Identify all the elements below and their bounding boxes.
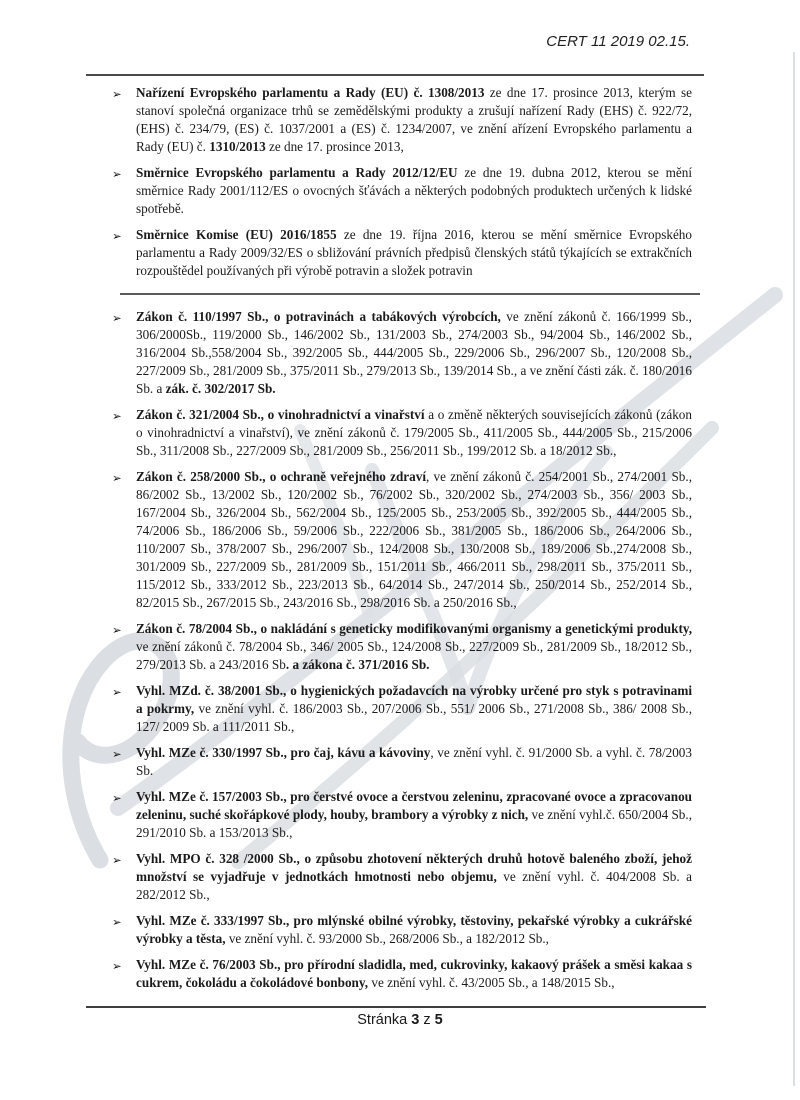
item-text-block — [136, 84, 692, 156]
arrow-bullet-icon: ➢ — [112, 623, 122, 637]
page-number-footer — [0, 1012, 800, 1028]
list-item — [112, 164, 692, 218]
item-bold-text: Směrnice Evropského parlamentu a Rady 2012/12/EU — [136, 165, 458, 180]
arrow-bullet-icon: ➢ — [112, 471, 122, 485]
arrow-bullet-icon: ➢ — [112, 311, 122, 325]
list-item — [112, 468, 692, 612]
list-item — [112, 788, 692, 842]
item-bold-text: Směrnice Komise (EU) 2016/1855 — [136, 227, 337, 242]
list-item — [112, 406, 692, 460]
item-regular-text: , ve znění zákonů č. 254/2001 Sb., 274/2001 Sb., 86/2002 Sb., 13/2002 Sb., 120/2002 Sb., 76/2002 Sb., 320/2002 Sb., 274/2003 Sb., 356/ 2003 Sb., 167/2004 Sb., 326/2004 Sb., 562/2004 Sb., 125/2005 Sb., 253/2005 Sb., 392/2005 Sb., 444/2005 Sb., 74/2006 Sb., 186/2006 Sb., 59/2006 Sb., 222/2006 Sb., 381/2005 Sb., 186/2006 Sb., 264/2006 Sb., 110/2007 Sb., 378/2007 Sb., 296/2007 Sb., 124/2008 Sb., 130/2008 Sb., 189/2006 Sb.,274/2008 Sb., 301/2009 Sb., 227/2009 Sb., 281/2009 Sb., 151/2011 Sb., 466/2011 Sb., 298/2011 Sb., 375/2011 Sb., 115/2012 Sb., 333/2012 Sb., 223/2013 Sb., 64/2014 Sb., 247/2014 Sb., 250/2014 Sb., 252/2014 Sb., 82/2015 Sb., 267/2015 Sb., 243/2016 Sb., 298/2016 Sb. a 250/2016 Sb., — [136, 469, 692, 610]
item-bold-text: Vyhl. MZe č. 333/1997 Sb., pro mlýnské obilné výrobky, těstoviny, pekařské výrobky a cukrářské výrobky a těsta, — [136, 913, 692, 946]
list-item — [112, 682, 692, 736]
item-regular-text: ve znění vyhl. č. 43/2005 Sb., a 148/2015 Sb., — [368, 975, 615, 990]
item-regular-text: ve znění vyhl. č. 93/2000 Sb., 268/2006 Sb., a 182/2012 Sb., — [225, 931, 549, 946]
item-bold-text: Zákon č. 78/2004 Sb., o nakládání s geneticky modifikovanými organismy a genetickými produkty, — [136, 621, 692, 636]
item-bold-text: . a zákona č. 371/2016 Sb. — [285, 657, 430, 672]
list-item — [112, 956, 692, 992]
arrow-bullet-icon: ➢ — [112, 167, 122, 181]
header-rule — [86, 74, 704, 76]
list-item — [112, 308, 692, 398]
item-bold-text: Zákon č. 258/2000 Sb., o ochraně veřejného zdraví — [136, 469, 426, 484]
arrow-bullet-icon: ➢ — [112, 409, 122, 423]
item-text-block — [136, 164, 692, 218]
section-divider — [120, 293, 700, 295]
footer-page-number: 3 — [411, 1012, 420, 1028]
item-regular-text: ve znění vyhl.č. 650/2004 Sb., 291/2010 Sb. a 153/2013 Sb., — [136, 807, 692, 840]
arrow-bullet-icon: ➢ — [112, 915, 122, 929]
item-bold-text: Zákon č. 110/1997 Sb., o potravinách a tabákových výrobcích, — [136, 309, 501, 324]
item-bold-text: Vyhl. MZe č. 76/2003 Sb., pro přírodní sladidla, med, cukrovinky, kakaový prášek a směsi kakaa s cukrem, čokoládu a čokoládové bonbony, — [136, 957, 692, 990]
item-text-block — [136, 406, 692, 460]
arrow-bullet-icon: ➢ — [112, 959, 122, 973]
item-regular-text: a o změně některých souvisejících zákonů (zákon o vinohradnictví a vinařství), ve znění zákonů č. 179/2005 Sb., 411/2005 Sb., 444/2005 Sb., 215/2006 Sb., 311/2008 Sb., 227/2009 Sb., 281/2009 Sb., 256/2011 Sb., 199/2012 Sb. a 18/2012 Sb., — [136, 407, 692, 458]
item-regular-text: ze dne 19. dubna 2012, kterou se mění směrnice Rady 2001/112/ES o ovocných šťávách a některých podobných produktech určených k lidské spotřebě. — [136, 165, 692, 216]
item-bold-text: Vyhl. MPO č. 328 /2000 Sb., o způsobu zhotovení některých druhů hotově baleného zboží, jehož množství se vyjadřuje v jednotkách hmotnosti nebo objemu, — [136, 851, 692, 884]
item-regular-text: ve znění vyhl. č. 186/2003 Sb., 207/2006 Sb., 551/ 2006 Sb., 271/2008 Sb., 386/ 2008 Sb., 127/ 2009 Sb. a 111/2011 Sb., — [136, 701, 692, 734]
item-text-block — [136, 468, 692, 612]
list-item — [112, 744, 692, 780]
arrow-bullet-icon: ➢ — [112, 853, 122, 867]
list-item — [112, 84, 692, 156]
arrow-bullet-icon: ➢ — [112, 87, 122, 101]
item-regular-text: ve znění zákonů č. 166/1999 Sb., 306/2000Sb., 119/2000 Sb., 146/2002 Sb., 131/2003 Sb., 274/2003 Sb., 94/2004 Sb., 146/2002 Sb., 316/2004 Sb.,558/2004 Sb., 392/2005 Sb., 444/2005 Sb., 229/2006 Sb., 296/2007 Sb., 120/2008 Sb., 227/2009 Sb., 281/2009 Sb., 375/2011 Sb., 279/2013 Sb., 139/2014 Sb., a ve znění části zák. č. 180/2016 Sb. a — [136, 309, 692, 396]
item-text-block — [136, 682, 692, 736]
item-text-block — [136, 912, 692, 948]
item-bold-text: Vyhl. MZe č. 157/2003 Sb., pro čerstvé ovoce a čerstvou zeleninu, zpracované ovoce a zpracovanou zeleninu, suché skořápkové plody, houby, brambory a výrobky z nich, — [136, 789, 692, 822]
arrow-bullet-icon: ➢ — [112, 791, 122, 805]
list-item — [112, 912, 692, 948]
item-regular-text: ze dne 17. prosince 2013, — [265, 139, 404, 154]
item-text-block — [136, 744, 692, 780]
item-text-block — [136, 620, 692, 674]
item-regular-text: ze dne 17. prosince 2013, kterým se stanoví společná organizace trhů se zemědělskými produkty a zrušují nařízení Rady (EHS) č. 922/72, (EHS) č. 234/79, (ES) č. 1037/2001 a (ES) č. 1234/2007, ve znění ařízení Evropského parlamentu a Rady (EU) č. — [136, 85, 692, 154]
item-regular-text: ve znění zákonů č. 78/2004 Sb., 346/ 2005 Sb., 124/2008 Sb., 227/2009 Sb., 281/2009 Sb., 18/2012 Sb., 279/2013 Sb. a 243/2016 Sb — [136, 639, 692, 672]
list-item — [112, 850, 692, 904]
item-bold-text: Nařízení Evropského parlamentu a Rady (EU) č. 1308/2013 — [136, 85, 485, 100]
arrow-bullet-icon: ➢ — [112, 685, 122, 699]
item-regular-text: ze dne 19. října 2016, kterou se mění směrnice Evropského parlamentu a Rady 2009/32/ES o sbližování právních předpisů členských států týkajících se extrakčních rozpouštědel používaných při výrobě potravin a složek potravin — [136, 227, 692, 278]
document-code: CERT 11 2019 02.15. — [546, 33, 690, 50]
item-text-block — [136, 788, 692, 842]
arrow-bullet-icon: ➢ — [112, 747, 122, 761]
arrow-bullet-icon: ➢ — [112, 229, 122, 243]
item-bold-text: 1310/2013 — [209, 139, 266, 154]
item-bold-text: Vyhl. MZe č. 330/1997 Sb., pro čaj, kávu a kávoviny — [136, 745, 431, 760]
item-text-block — [136, 308, 692, 398]
list-item — [112, 620, 692, 674]
item-text-block — [136, 226, 692, 280]
item-regular-text: , ve znění vyhl. č. 91/2000 Sb. a vyhl. č. 78/2003 Sb. — [136, 745, 692, 778]
footer-of-word: z — [419, 1012, 435, 1028]
regulation-list — [0, 84, 800, 1000]
item-bold-text: Vyhl. MZd. č. 38/2001 Sb., o hygienických požadavcích na výrobky určené pro styk s potravinami a pokrmy, — [136, 683, 692, 716]
footer-total-pages: 5 — [434, 1012, 443, 1028]
item-text-block — [136, 850, 692, 904]
item-bold-text: zák. č. 302/2017 Sb. — [165, 381, 276, 396]
footer-prefix: Stránka — [357, 1012, 412, 1028]
item-text-block — [136, 956, 692, 992]
item-regular-text: ve znění vyhl. č. 404/2008 Sb. a 282/2012 Sb., — [136, 869, 693, 902]
list-item — [112, 226, 692, 280]
item-bold-text: Zákon č. 321/2004 Sb., o vinohradnictví a vinařství — [136, 407, 425, 422]
footer-rule — [86, 1006, 706, 1008]
